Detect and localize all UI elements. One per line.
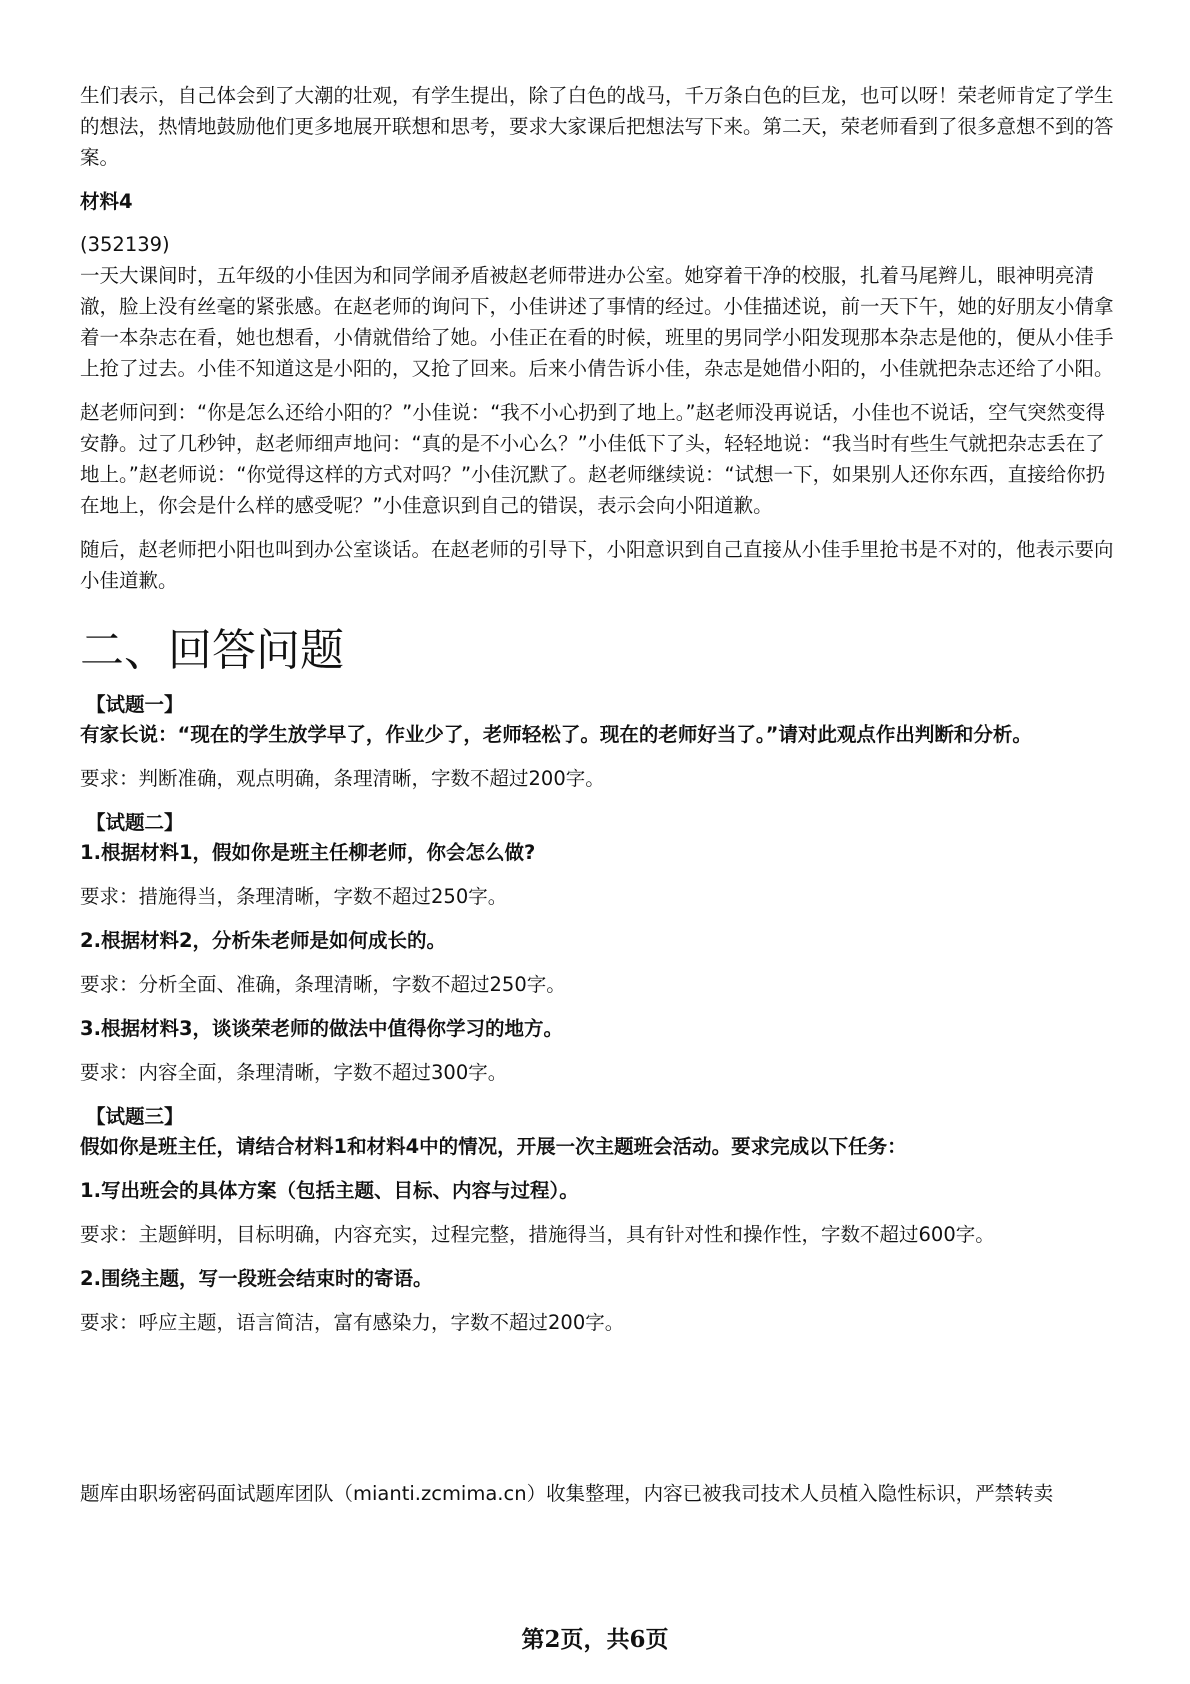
question3-block xyxy=(80,1102,1115,1338)
material4-paragraph-3: 随后，赵老师把小阳也叫到办公室谈话。在赵老师的引导下，小阳意识到自己直接从小佳手里抢书是不对的，他表示要向小佳道歉。 xyxy=(80,538,1114,592)
page-number: 第2页，共6页 xyxy=(521,1626,669,1653)
question3-item-2-requirement: 要求：呼应主题，语言简洁，富有感染力，字数不超过200字。 xyxy=(80,1311,625,1334)
question2-block xyxy=(80,808,1115,1088)
question1-requirement: 要求：判断准确，观点明确，条理清晰，字数不超过200字。 xyxy=(80,767,605,790)
question2-item-1-requirement: 要求：措施得当，条理清晰，字数不超过250字。 xyxy=(80,885,508,908)
material4-paragraph-1: 一天大课间时，五年级的小佳因为和同学闹矛盾被赵老师带进办公室。她穿着干净的校服，扎着马尾辫儿，眼神明亮清澈，脸上没有丝毫的紧张感。在赵老师的询问下，小佳讲述了事情的经过。小佳描述说，前一天下午，她的好朋友小倩拿着一本杂志在看，她也想看，小倩就借给了她。小佳正在看的时候，班里的男同学小阳发现那本杂志是他的，便从小佳手上抢了过去。小佳不知道这是小阳的，又抢了回来。后来小倩告诉小佳，杂志是她借小阳的，小佳就把杂志还给了小阳。 xyxy=(80,264,1114,380)
question3-item-1-requirement: 要求：主题鲜明，目标明确，内容充实，过程完整，措施得当，具有针对性和操作性，字数不超过600字。 xyxy=(80,1223,995,1246)
question2-item-2-stem: 2.根据材料2，分析朱老师是如何成长的。 xyxy=(80,929,447,952)
material4-title: 材料4 xyxy=(80,190,133,213)
footer-note: 题库由职场密码面试题库团队（mianti.zcmima.cn）收集整理，内容已被我司技术人员植入隐性标识，严禁转卖 xyxy=(80,1482,1054,1505)
material4-code: (352139) xyxy=(80,233,170,256)
question3-item-1-stem: 1.写出班会的具体方案（包括主题、目标、内容与过程）。 xyxy=(80,1179,579,1202)
question3-stem: 假如你是班主任，请结合材料1和材料4中的情况，开展一次主题班会活动。要求完成以下任务： xyxy=(80,1135,907,1158)
question2-item-3-requirement: 要求：内容全面，条理清晰，字数不超过300字。 xyxy=(80,1061,508,1084)
question2-item-1-stem: 1.根据材料1，假如你是班主任柳老师，你会怎么做? xyxy=(80,841,536,864)
question2-item-2-requirement: 要求：分析全面、准确，条理清晰，字数不超过250字。 xyxy=(80,973,566,996)
question3-item-2-stem: 2.围绕主题，写一段班会结束时的寄语。 xyxy=(80,1267,433,1290)
document-body xyxy=(80,80,1115,1352)
section-heading: 二、回答问题 xyxy=(80,625,344,676)
question2-tag: 【试题二】 xyxy=(86,811,184,834)
question2-item-3-stem: 3.根据材料3，谈谈荣老师的做法中值得你学习的地方。 xyxy=(80,1017,564,1040)
question1-block xyxy=(80,690,1115,794)
material4-block xyxy=(80,186,1115,596)
material4-paragraph-2: 赵老师问到：“你是怎么还给小阳的？”小佳说：“我不小心扔到了地上。”赵老师没再说话，小佳也不说话，空气突然变得安静。过了几秒钟，赵老师细声地问：“真的是不小心么？”小佳低下了头，轻轻地说：“我当时有些生气就把杂志丢在了地上。”赵老师说：“你觉得这样的方式对吗？”小佳沉默了。赵老师继续说：“试想一下，如果别人还你东西，直接给你扔在地上，你会是什么样的感受呢？”小佳意识到自己的错误，表示会向小阳道歉。 xyxy=(80,401,1106,517)
question1-tag: 【试题一】 xyxy=(86,693,184,716)
question1-stem: 有家长说：“现在的学生放学早了，作业少了，老师轻松了。现在的老师好当了。”请对此观点作出判断和分析。 xyxy=(80,723,1032,746)
material3-continuation: 生们表示，自己体会到了大潮的壮观，有学生提出，除了白色的战马，千万条白色的巨龙，也可以呀！荣老师肯定了学生的想法，热情地鼓励他们更多地展开联想和思考，要求大家课后把想法写下来。第二天，荣老师看到了很多意想不到的答案。 xyxy=(80,84,1114,169)
question3-tag: 【试题三】 xyxy=(86,1105,184,1128)
